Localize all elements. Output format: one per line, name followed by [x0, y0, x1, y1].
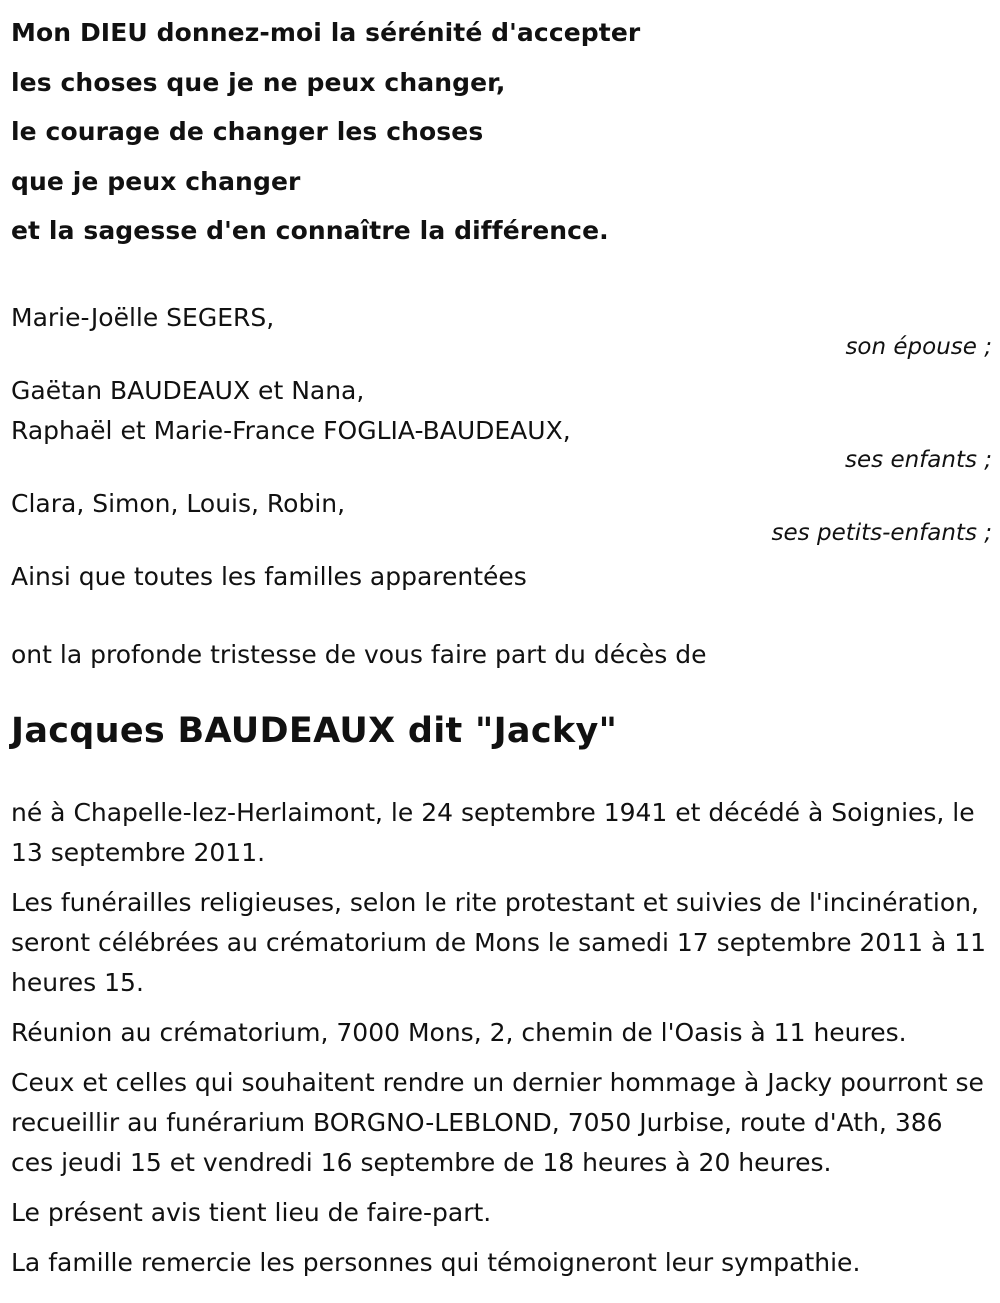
child-name: Gaëtan BAUDEAUX et Nana, — [11, 375, 365, 405]
prayer-line: et la sagesse d'en connaître la différence. — [11, 216, 609, 246]
prayer-line: le courage de changer les choses — [11, 117, 484, 147]
tribute-paragraph: Ceux et celles qui souhaitent rendre un dernier hommage à Jacky pourront se recueillir au funérarium BORGNO-LEBLOND, 7050 Jurbise, route d'Ath, 386 ces jeudi 15 et vendredi 16 septembre de 18 heures à 20 heures. — [11, 1067, 984, 1177]
related-families: Ainsi que toutes les familles apparentées — [11, 561, 527, 591]
deceased-name: Jacques BAUDEAUX dit "Jacky" — [11, 710, 618, 751]
notice-paragraph: Le présent avis tient lieu de faire-part. — [11, 1197, 492, 1227]
prayer-line: Mon DIEU donnez-moi la sérénité d'accepter — [11, 18, 641, 47]
serenity-prayer — [11, 8, 991, 256]
prayer-line: que je peux changer — [11, 166, 301, 196]
grandchildren-names: Clara, Simon, Louis, Robin, — [11, 488, 346, 518]
child-name: Raphaël et Marie-France FOGLIA-BAUDEAUX, — [11, 415, 571, 445]
birth-death-paragraph: né à Chapelle-lez-Herlaimont, le 24 septembre 1941 et décédé à Soignies, le 13 septembre 2011. — [11, 797, 975, 867]
prayer-line: les choses que je ne peux changer, — [11, 67, 506, 97]
spouse-role: son épouse ; — [845, 333, 992, 360]
children-role: ses enfants ; — [845, 446, 992, 473]
announcement-intro: ont la profonde tristesse de vous faire part du décès de — [11, 639, 707, 669]
funeral-paragraph: Les funérailles religieuses, selon le rite protestant et suivies de l'incinération, seront célébrées au crématorium de Mons le samedi 17 septembre 2011 à 11 heures 15. — [11, 887, 987, 997]
meeting-paragraph: Réunion au crématorium, 7000 Mons, 2, chemin de l'Oasis à 11 heures. — [11, 1017, 907, 1047]
thanks-paragraph: La famille remercie les personnes qui témoigneront leur sympathie. — [11, 1247, 861, 1277]
family-list — [11, 298, 991, 597]
spouse-name: Marie-Joëlle SEGERS, — [11, 302, 275, 332]
obituary-notice — [11, 0, 991, 1293]
grandchildren-role: ses petits-enfants ; — [771, 519, 992, 546]
details-section — [11, 793, 991, 1283]
